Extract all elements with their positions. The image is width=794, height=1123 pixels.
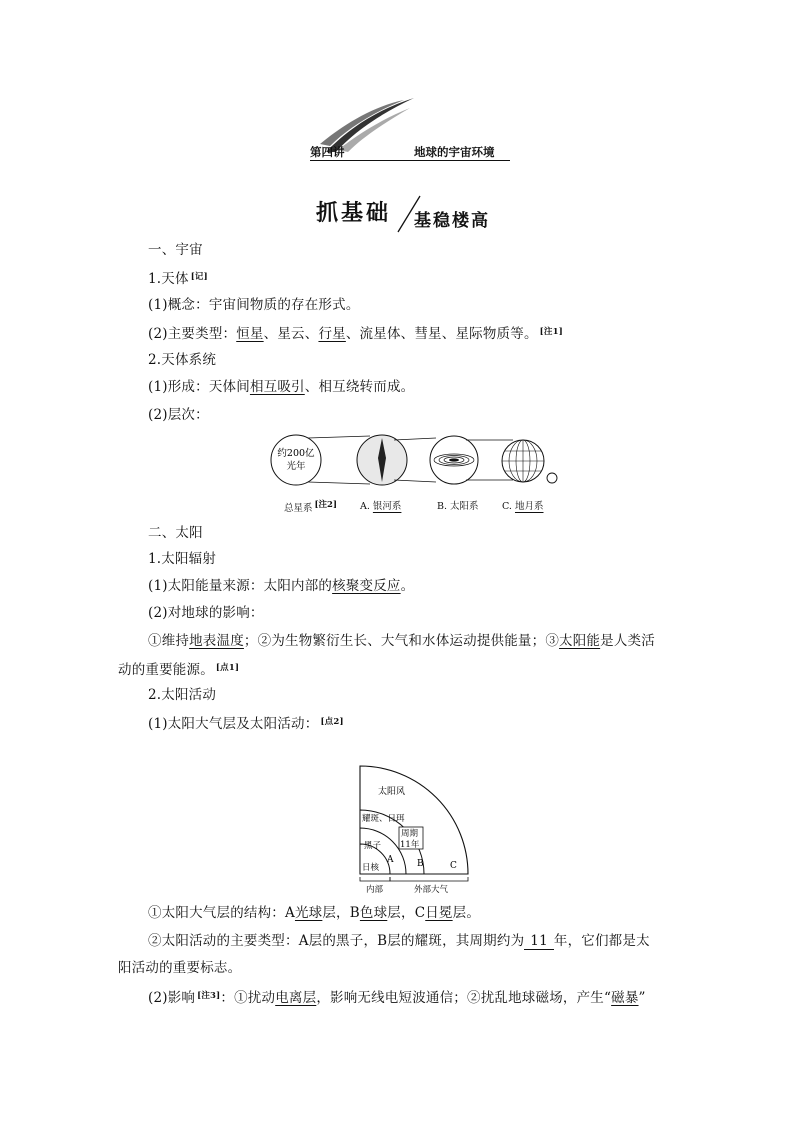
celestial-system-diagram <box>268 430 568 495</box>
levels-line: (2)层次： <box>148 407 209 423</box>
lecture-number: 第四讲 <box>310 145 345 159</box>
tag-zhu3: [注3] <box>197 991 221 1001</box>
energy-source-line: (1)太阳能量来源：太阳内部的核聚变反应。 <box>148 578 415 594</box>
section-heading-universe: 一、宇宙 <box>148 242 203 258</box>
svg-text:日核: 日核 <box>362 863 380 873</box>
activity-line-1: ②太阳活动的主要类型：A层的黑子，B层的耀斑，其周期约为 11 年，它们都是太 <box>148 933 650 949</box>
label-milky-way: A. 银河系 <box>360 501 402 512</box>
structure-line: ①太阳大气层的结构：A光球层，B色球层，C日冕层。 <box>148 905 481 921</box>
impact-title: (2)对地球的影响： <box>148 605 264 621</box>
sun-structure-diagram <box>340 760 500 895</box>
svg-text:黑子: 黑子 <box>364 841 382 851</box>
foundation-subtitle: 基稳楼高 <box>414 211 490 231</box>
svg-text:太阳风: 太阳风 <box>378 787 406 797</box>
period-blank: 11 <box>524 933 554 950</box>
universe-text-2: 光年 <box>286 461 306 472</box>
svg-text:外部大气: 外部大气 <box>414 885 449 895</box>
foundation-title: 抓基础 <box>316 200 392 226</box>
system-title: 2.天体系统 <box>148 352 217 368</box>
svg-text:11年: 11年 <box>400 840 420 850</box>
tag-dian1: [点1] <box>215 663 240 673</box>
svg-text:周期: 周期 <box>401 829 419 839</box>
svg-text:B: B <box>417 859 424 869</box>
impact-line-2: 动的重要能源。 [点1] <box>118 662 240 678</box>
impact-line-1: ①维持地表温度；②为生物繁衍生长、大气和水体运动提供能量；③太阳能是人类活 <box>148 633 655 649</box>
label-solar-system: B. 太阳系 <box>437 501 479 512</box>
influence-line: (2)影响 [注3]：①扰动电离层，影响无线电短波通信；②扰乱地球磁场，产生“磁暴” <box>148 990 646 1006</box>
solar-radiation-title: 1.太阳辐射 <box>148 551 217 567</box>
svg-text:C: C <box>450 861 457 871</box>
svg-text:耀斑、日珥: 耀斑、日珥 <box>362 814 405 824</box>
tag-ji: [记] <box>190 272 208 282</box>
activity-line-2: 阳活动的重要标志。 <box>118 960 242 976</box>
svg-text:内部: 内部 <box>366 885 384 895</box>
svg-text:A: A <box>387 855 394 865</box>
types-line: (2)主要类型：恒星、星云、行星、流星体、彗星、星际物质等。 [注1] <box>148 326 563 342</box>
atmosphere-title: (1)太阳大气层及太阳活动： [点2] <box>148 716 344 732</box>
formation-line: (1)形成：天体间相互吸引、相互绕转而成。 <box>148 379 415 395</box>
moon-circle <box>547 473 557 483</box>
celestial-body-title: 1.天体 [记] <box>148 271 208 287</box>
tag-zhu1: [注1] <box>539 327 563 337</box>
universe-text-1: 约200亿 <box>277 448 315 459</box>
solar-activity-title: 2.太阳活动 <box>148 687 217 703</box>
label-total-galaxy: 总星系 [注2] <box>284 500 337 514</box>
universe-circle <box>271 435 321 485</box>
tag-dian2: [点2] <box>320 717 344 727</box>
header-rule <box>310 160 510 161</box>
section-heading-sun: 二、太阳 <box>148 525 203 541</box>
lecture-title: 地球的宇宙环境 <box>414 145 495 159</box>
label-earth-moon: C. 地月系 <box>502 501 544 512</box>
concept-line: (1)概念：宇宙间物质的存在形式。 <box>148 297 360 313</box>
